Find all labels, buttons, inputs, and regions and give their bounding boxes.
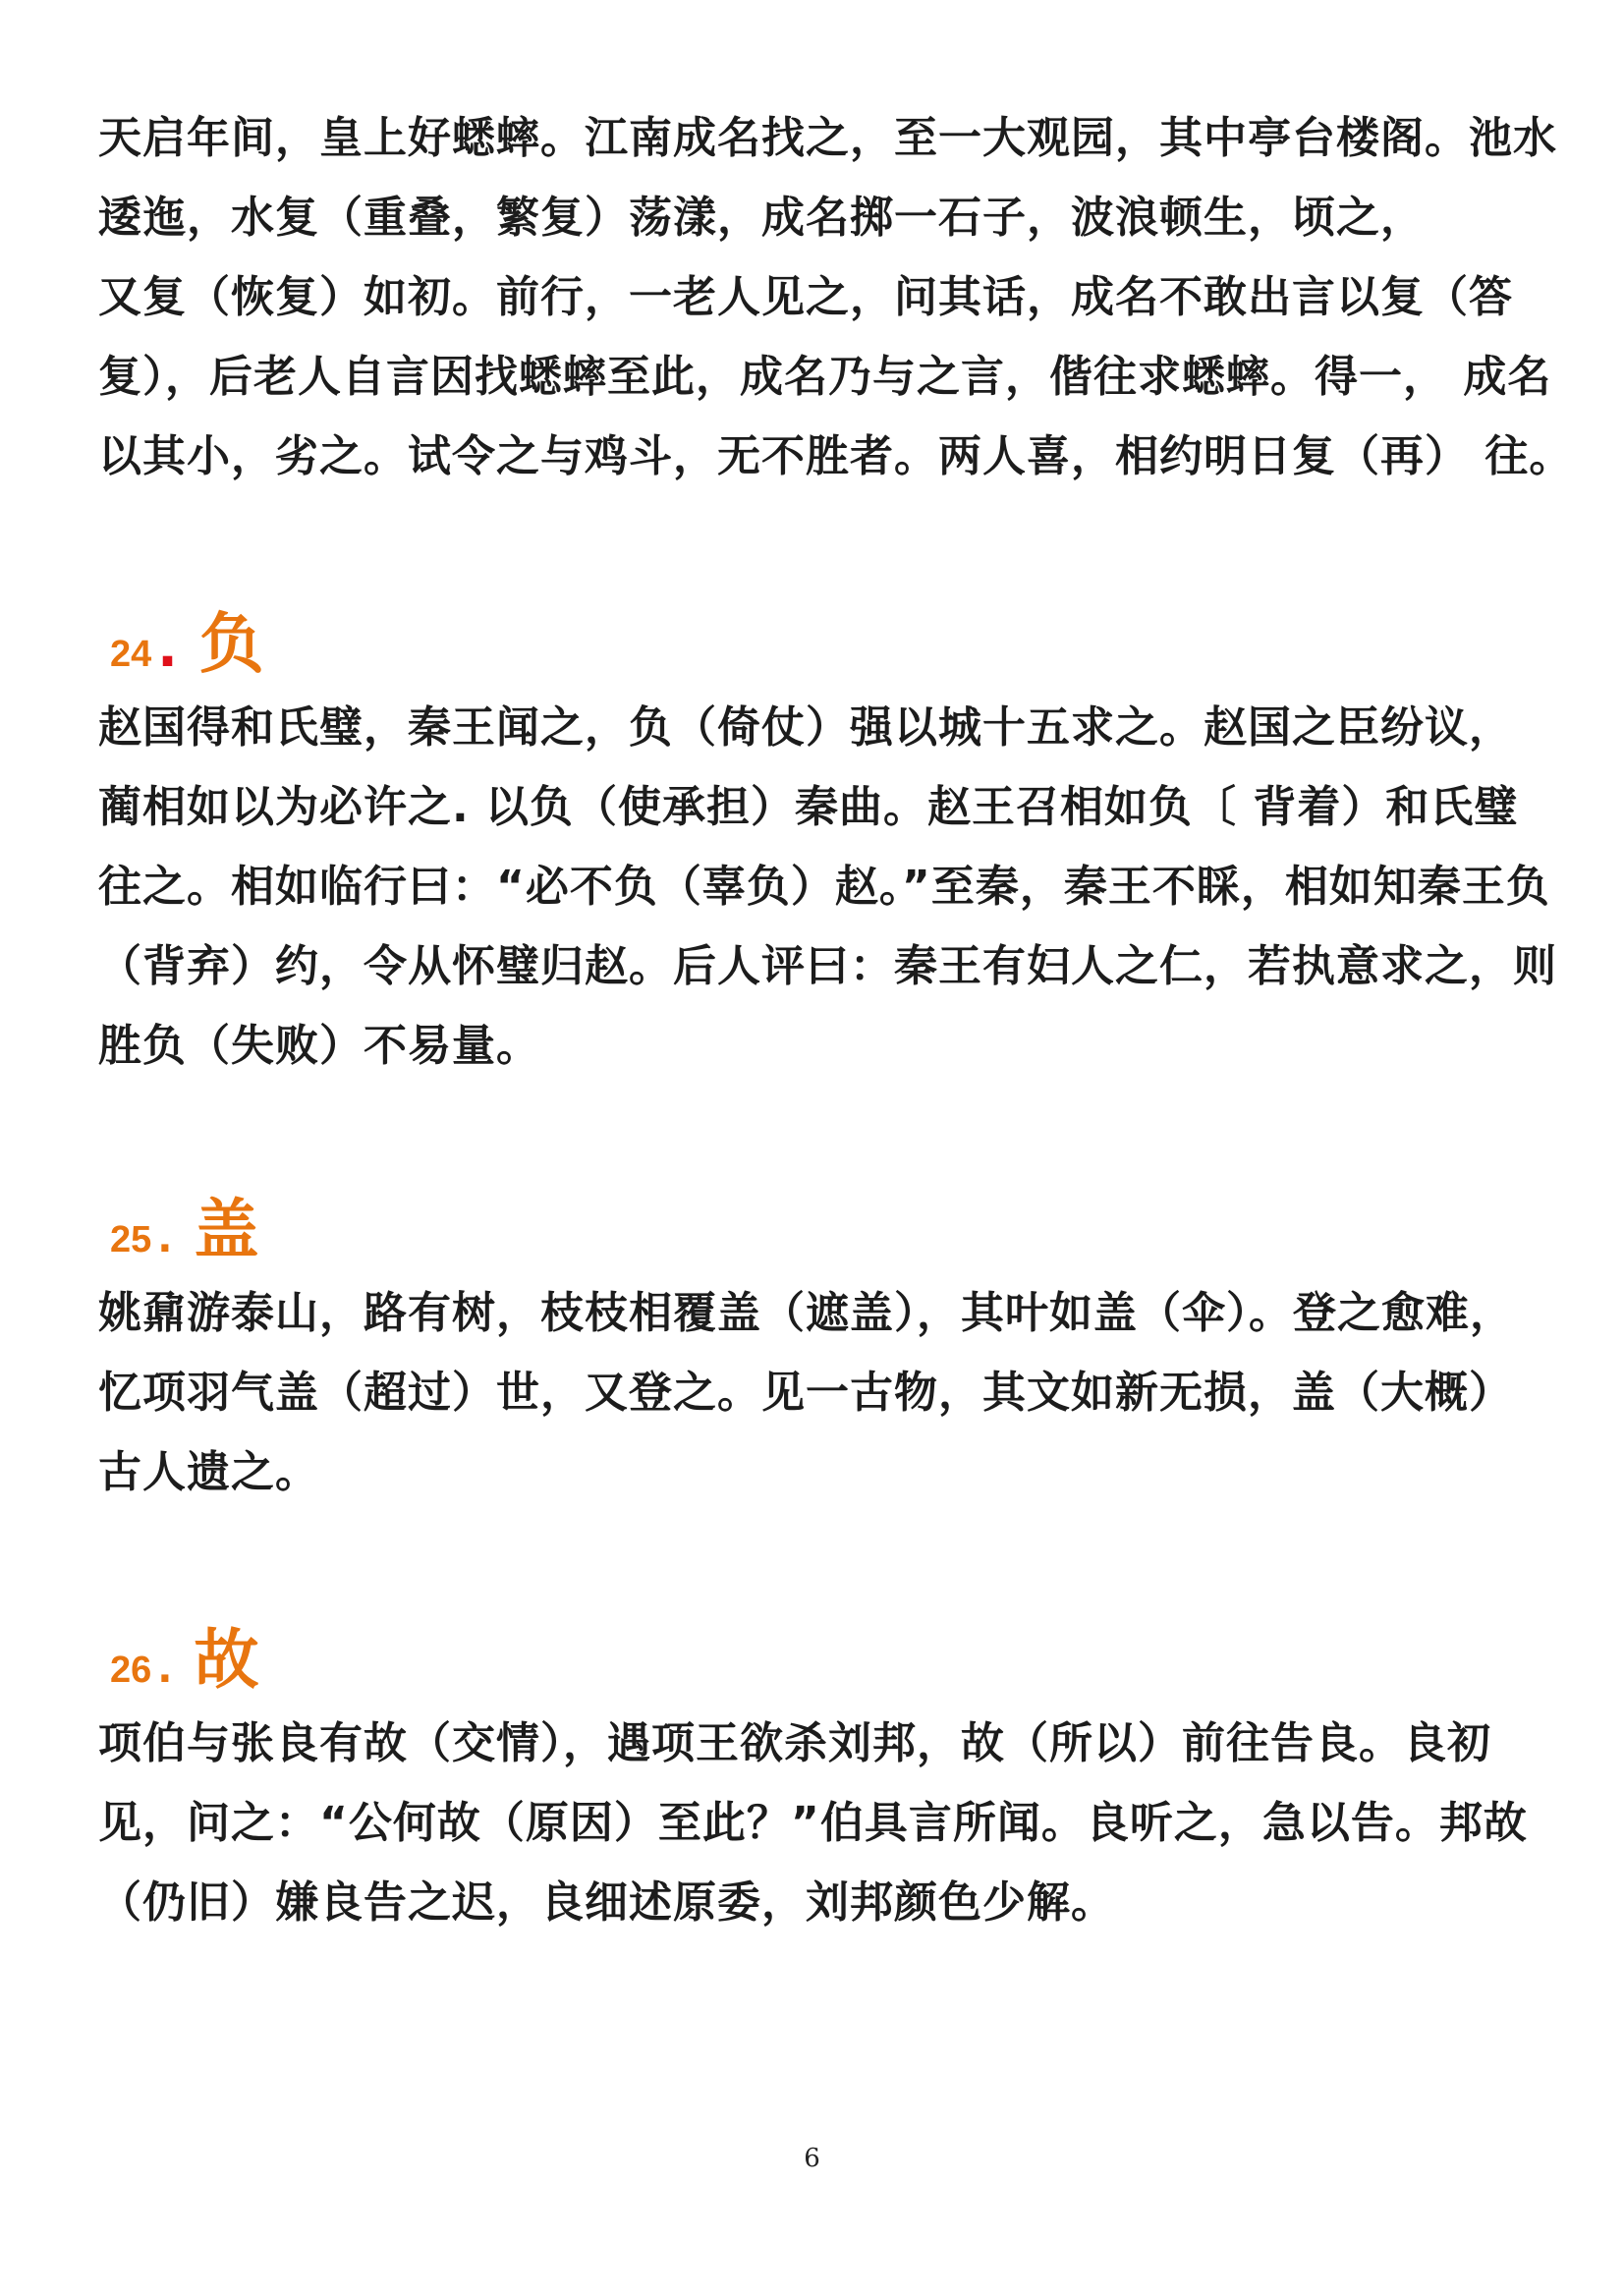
intro-line: 又复（恢复）如初。前行，一老人见之，问其话，成名不敢出言以复（答 xyxy=(98,272,1513,322)
section-26-heading xyxy=(110,1607,258,1696)
section-26-line: 见，问之：“公何故（原因）至此？”伯具言所闻。良听之，急以告。邦故 xyxy=(98,1798,1528,1848)
section-25-number: 25 xyxy=(110,1219,152,1260)
section-24-number: 24 xyxy=(110,634,152,675)
section-24-line: （背弃）约，令从怀璧归赵。后人评曰：秦王有妇人之仁，若执意求之，则 xyxy=(98,941,1557,991)
section-26-dot: . xyxy=(157,1647,173,1692)
section-26-number: 26 xyxy=(110,1650,152,1691)
section-24-line: 往之。相如临行曰：“必不负（辜负）赵。”至秦，秦王不睬，相如知秦王负 xyxy=(98,862,1550,912)
section-24-line: 蔺相如以为必许之. 以负（使承担）秦曲。赵王召相如负〔 背着）和氏璧 xyxy=(98,782,1519,832)
section-24-line: 胜负（失败）不易量。 xyxy=(98,1021,540,1071)
section-26-line: （仍旧）嫌良告之迟，良细述原委，刘邦颜色少解。 xyxy=(98,1877,1115,1928)
section-25-line: 姚鼐游泰山，路有树，枝枝相覆盖（遮盖），其叶如盖（伞）。登之愈难， xyxy=(98,1288,1514,1338)
intro-paragraph xyxy=(98,98,1574,496)
section-24-line: 赵国得和氏璧，秦王闻之，负（倚仗）强以城十五求之。赵国之臣纷议， xyxy=(98,702,1513,753)
section-25-dot: . xyxy=(157,1216,173,1261)
section-25-line: 忆项羽气盖（超过）世，又登之。见一古物，其文如新无损，盖（大概） xyxy=(98,1368,1513,1418)
section-26-character: 故 xyxy=(194,1622,259,1698)
section-25-character: 盖 xyxy=(194,1192,259,1267)
section-24-heading xyxy=(110,591,264,680)
section-25-paragraph xyxy=(98,1273,1552,1512)
section-25-heading xyxy=(110,1177,258,1265)
section-26-line: 项伯与张良有故（交情），遇项王欲杀刘邦，故（所以）前往告良。良初 xyxy=(98,1718,1491,1768)
intro-line: 天启年间，皇上好蟋蟀。江南成名找之，至一大观园，其中亭台楼阁。池水 xyxy=(98,113,1557,163)
section-24-character: 负 xyxy=(198,606,264,682)
intro-line: 以其小，劣之。试令之与鸡斗，无不胜者。两人喜，相约明日复（再） 往。 xyxy=(98,431,1574,481)
page-number: 6 xyxy=(804,2144,820,2173)
section-26-paragraph xyxy=(98,1704,1552,1942)
section-24-paragraph xyxy=(98,688,1557,1086)
section-25-line: 古人遗之。 xyxy=(98,1447,319,1497)
section-24-dot: . xyxy=(157,617,178,679)
intro-line: 逶迤，水复（重叠，繁复）荡漾，成名掷一石子，波浪顿生，顷之， xyxy=(98,193,1425,243)
intro-line: 复），后老人自言因找蟋蟀至此，成名乃与之言，偕往求蟋蟀。得一， 成名 xyxy=(98,352,1552,402)
